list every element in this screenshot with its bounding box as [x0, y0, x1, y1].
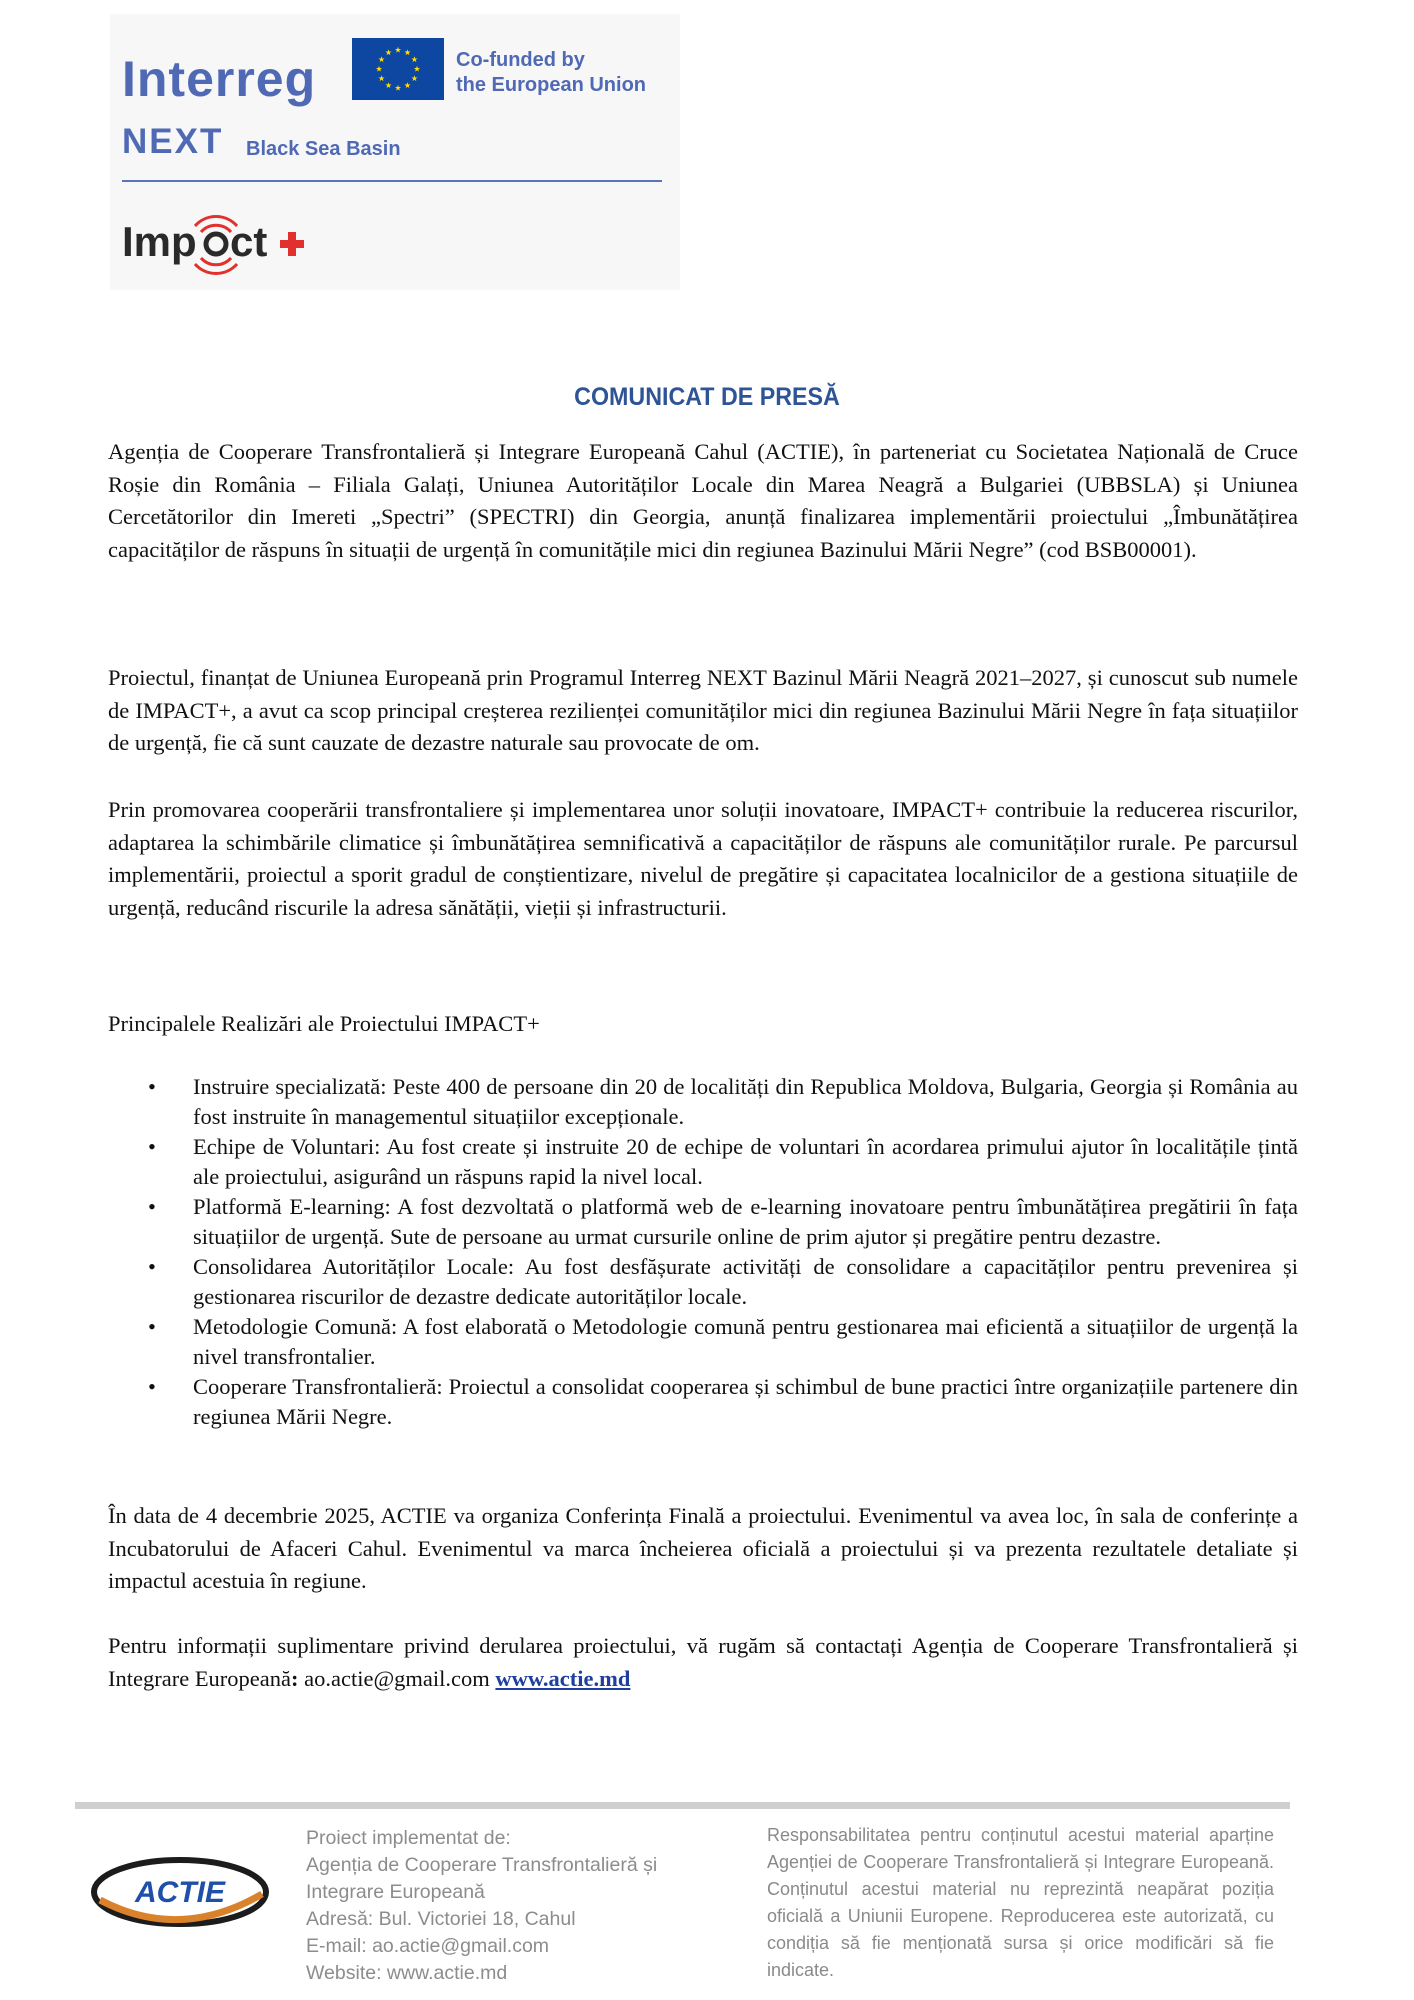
- achievements-list: [108, 1072, 1298, 1432]
- footer-line: Website: www.actie.md: [306, 1962, 508, 1984]
- impact-plus-logo: [122, 210, 342, 280]
- interreg-logo: Interreg: [122, 51, 317, 107]
- eu-flag-icon: [352, 38, 444, 100]
- svg-text:Imp: Imp: [122, 218, 197, 265]
- achievements-heading: Principalele Realizări ale Proiectului IMPACT+: [108, 1011, 540, 1036]
- achievement-item: • Cooperare Transfrontalieră: Proiectul a consolidat cooperarea și schimbul de bune practici între organizațiile partenere din regiunea Mării Negre.: [108, 1372, 1298, 1432]
- achievement-item: • Metodologie Comună: A fost elaborată o Metodologie comună pentru gestionarea mai eficientă a situațiilor de urgență la nivel transfrontalier.: [108, 1312, 1298, 1372]
- achievement-item: • Consolidarea Autorităților Locale: Au fost desfășurate activități de consolidare a capacităților pentru prevenirea și gestionarea riscurilor de dezastre dedicate autorităților locale.: [108, 1252, 1298, 1312]
- footer-line: Agenția de Cooperare Transfrontalieră și: [306, 1854, 658, 1876]
- footer-line: Adresă: Bul. Victoriei 18, Cahul: [306, 1908, 576, 1930]
- footer-divider: [75, 1802, 1290, 1809]
- header-logos: [110, 14, 680, 290]
- cofunded-line-1: Co-funded by: [456, 49, 585, 71]
- footer-line: Proiect implementat de:: [306, 1827, 511, 1849]
- cofunded-label: [456, 48, 676, 98]
- conference-paragraph: În data de 4 decembrie 2025, ACTIE va organiza Conferința Finală a proiectului. Evenimentul va avea loc, în sala de conferințe a Incubatorului de Afaceri Cahul. Evenimentul va marca încheierea oficială a proiectului și va prezenta rezultatele detaliate și impactul acestuia în regiune.: [108, 1503, 1298, 1593]
- next-logo: NEXT: [122, 122, 224, 161]
- page-title: COMUNICAT DE PRESĂ: [574, 383, 840, 411]
- cooperation-paragraph: Prin promovarea cooperării transfrontaliere și implementarea unor soluții inovatoare, IMPACT+ contribuie la reducerea riscurilor, adaptarea la schimbările climatice și îmbunătățirea semnificativă a capacităților de răspuns ale comunităților rurale. Pe parcursul implementării, proiectul a sporit gradul de conștientizare, nivelul de pregătire și capacitatea localnicilor de a gestiona situațiile de urgență, reducând riscurile la adresa sănătății, vieții și infrastructurii.: [108, 797, 1298, 920]
- contact-colon: :: [291, 1665, 299, 1691]
- footer-line: Integrare Europeană: [306, 1881, 485, 1903]
- intro-paragraph: Agenția de Cooperare Transfrontalieră și Integrare Europeană Cahul (ACTIE), în parteneriat cu Societatea Națională de Cruce Roșie din România – Filiala Galați, Uniunea Autorităților Locale din Marea Neagră a Bulgariei (UBBSLA) și Uniunea Cercetătorilor din Imereti „Spectri” (SPECTRI) din Georgia, anunță finalizarea implementării proiectului „Îmbunătățirea capacităților de răspuns în situații de urgență în comunitățile mici din regiunea Bazinului Mării Negre” (cod BSB00001).: [108, 439, 1298, 562]
- footer-line: E-mail: ao.actie@gmail.com: [306, 1935, 550, 1957]
- achievement-item: • Instruire specializată: Peste 400 de persoane din 20 de localități din Republica Moldova, Bulgaria, Georgia și România au fost instruite în managementul situațiilor excepționale.: [108, 1072, 1298, 1132]
- achievement-item: • Echipe de Voluntari: Au fost create și instruite 20 de echipe de voluntari în acordarea primului ajutor în localitățile țintă ale proiectului, asigurând un răspuns rapid la nivel local.: [108, 1132, 1298, 1192]
- svg-text:ACTIE: ACTIE: [135, 1876, 225, 1909]
- contact-paragraph: [108, 1630, 1298, 1695]
- cofunded-line-2: the European Union: [456, 74, 646, 96]
- black-sea-basin-label: Black Sea Basin: [246, 138, 401, 160]
- footer-disclaimer: Responsabilitatea pentru conținutul acestui material aparține Agenției de Cooperare Transfrontalieră și Integrare Europeană. Conținutul acestui material nu reprezintă neapărat poziția oficială a Uniunii Europene. Reproducerea este autorizată, cu condiția să fie menționată sursa și orice modificări să fie indicate.: [767, 1825, 1274, 1980]
- achievement-item: • Platformă E-learning: A fost dezvoltată o platformă web de e-learning inovatoare pentru îmbunătățirea pregătirii în fața situațiilor de urgență. Sute de persoane au urmat cursurile online de prim ajutor și pregătire pentru dezastre.: [108, 1192, 1298, 1252]
- funding-paragraph: Proiectul, finanțat de Uniunea Europeană prin Programul Interreg NEXT Bazinul Mării Neagră 2021–2027, și cunoscut sub numele de IMPACT+, a avut ca scop principal creșterea rezilienței comunităților mici din regiunea Bazinului Mării Negre în fața situațiilor de urgență, fie că sunt cauzate de dezastre naturale sau provocate de om.: [108, 665, 1298, 755]
- footer-contact-block: [306, 1825, 726, 1987]
- svg-text:ct: ct: [230, 218, 268, 265]
- actie-logo: [90, 1850, 270, 1932]
- contact-text: Pentru informații suplimentare privind derularea proiectului, vă rugăm să contactați Agenția de Cooperare Transfrontalieră și Integrare Europeană: [108, 1633, 1298, 1691]
- contact-email: ao.actie@gmail.com: [298, 1665, 496, 1691]
- website-link[interactable]: www.actie.md: [495, 1665, 631, 1691]
- logo-divider: [122, 180, 662, 182]
